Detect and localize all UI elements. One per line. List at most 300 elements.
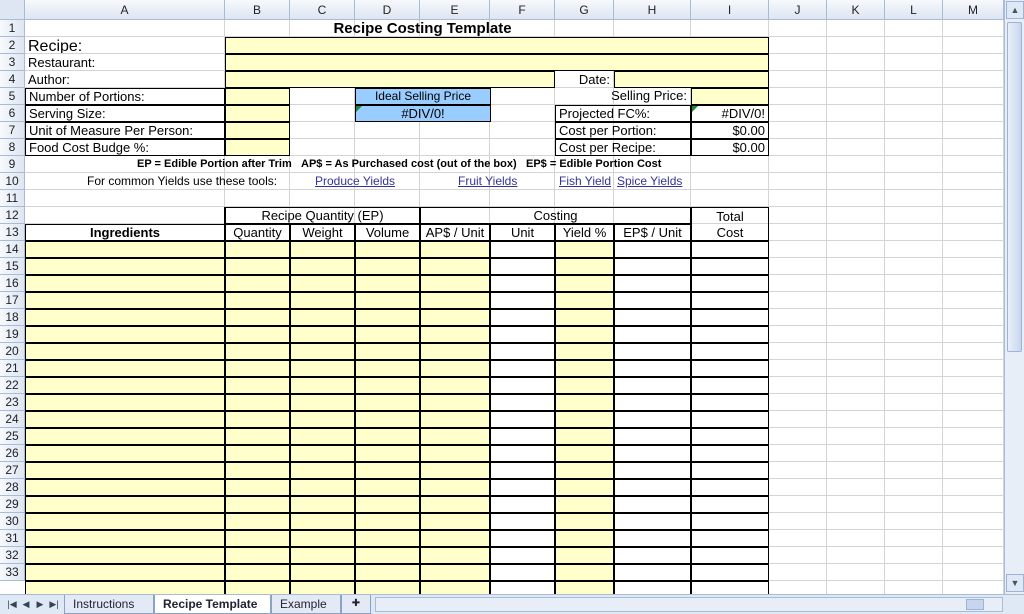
table-cell[interactable] bbox=[225, 258, 290, 275]
grid-cell[interactable] bbox=[885, 292, 943, 309]
row-header-17[interactable]: 17 bbox=[0, 292, 25, 309]
grid-cell[interactable] bbox=[769, 445, 827, 462]
table-cell[interactable] bbox=[290, 275, 355, 292]
table-cell[interactable] bbox=[555, 445, 614, 462]
table-cell[interactable] bbox=[420, 428, 490, 445]
grid-cell[interactable] bbox=[943, 241, 1004, 258]
scroll-up-icon[interactable]: ▲ bbox=[1006, 1, 1024, 19]
grid-cell[interactable] bbox=[355, 139, 420, 156]
table-cell[interactable] bbox=[290, 564, 355, 581]
grid-cell[interactable] bbox=[943, 190, 1004, 207]
grid-cell[interactable] bbox=[885, 122, 943, 139]
grid-cell[interactable] bbox=[290, 122, 355, 139]
table-cell[interactable] bbox=[691, 445, 769, 462]
table-cell[interactable] bbox=[490, 292, 555, 309]
grid-cell[interactable] bbox=[885, 360, 943, 377]
grid-cell[interactable] bbox=[25, 20, 225, 37]
table-cell[interactable] bbox=[225, 309, 290, 326]
tab-recipe-template[interactable]: Recipe Template bbox=[154, 595, 271, 614]
grid-cell[interactable] bbox=[885, 190, 943, 207]
grid-cell[interactable] bbox=[769, 207, 827, 224]
grid-cell[interactable] bbox=[885, 105, 943, 122]
column-header-j[interactable]: J bbox=[769, 0, 827, 20]
table-cell[interactable] bbox=[555, 241, 614, 258]
grid-cell[interactable] bbox=[490, 122, 555, 139]
table-cell[interactable] bbox=[555, 394, 614, 411]
grid-cell[interactable] bbox=[827, 88, 885, 105]
table-cell[interactable] bbox=[225, 241, 290, 258]
row-header-4[interactable]: 4 bbox=[0, 71, 25, 88]
table-cell[interactable] bbox=[614, 496, 691, 513]
grid-cell[interactable] bbox=[827, 71, 885, 88]
row-header-21[interactable]: 21 bbox=[0, 360, 25, 377]
grid-cell[interactable] bbox=[769, 309, 827, 326]
grid-cell[interactable] bbox=[769, 394, 827, 411]
grid-cell[interactable] bbox=[827, 394, 885, 411]
table-cell[interactable] bbox=[225, 445, 290, 462]
grid-cell[interactable] bbox=[943, 394, 1004, 411]
grid-cell[interactable] bbox=[943, 530, 1004, 547]
grid-cell[interactable] bbox=[885, 547, 943, 564]
table-cell[interactable] bbox=[691, 513, 769, 530]
grid-cell[interactable] bbox=[691, 20, 769, 37]
tab-example[interactable]: Example bbox=[271, 595, 341, 614]
table-cell[interactable] bbox=[614, 428, 691, 445]
table-cell[interactable] bbox=[290, 360, 355, 377]
table-cell[interactable] bbox=[691, 547, 769, 564]
table-cell[interactable] bbox=[25, 309, 225, 326]
grid-cell[interactable] bbox=[769, 343, 827, 360]
table-cell[interactable] bbox=[225, 275, 290, 292]
table-cell[interactable] bbox=[25, 326, 225, 343]
table-cell[interactable] bbox=[355, 343, 420, 360]
grid-cell[interactable] bbox=[885, 496, 943, 513]
grid-cell[interactable] bbox=[827, 241, 885, 258]
grid-cell[interactable] bbox=[943, 105, 1004, 122]
row-header-33[interactable]: 33 bbox=[0, 564, 25, 581]
row-header-30[interactable]: 30 bbox=[0, 513, 25, 530]
row-header-2[interactable]: 2 bbox=[0, 37, 25, 54]
grid-cell[interactable] bbox=[769, 258, 827, 275]
grid-cell[interactable] bbox=[943, 275, 1004, 292]
date-field[interactable] bbox=[614, 71, 769, 88]
grid-cell[interactable] bbox=[943, 20, 1004, 37]
table-cell[interactable] bbox=[290, 479, 355, 496]
column-header-l[interactable]: L bbox=[885, 0, 943, 20]
table-cell[interactable] bbox=[355, 292, 420, 309]
grid-cell[interactable] bbox=[885, 139, 943, 156]
table-cell[interactable] bbox=[355, 394, 420, 411]
table-cell[interactable] bbox=[614, 547, 691, 564]
grid-cell[interactable] bbox=[885, 343, 943, 360]
table-cell[interactable] bbox=[555, 326, 614, 343]
grid-cell[interactable] bbox=[290, 88, 355, 105]
table-cell[interactable] bbox=[490, 394, 555, 411]
table-cell[interactable] bbox=[490, 462, 555, 479]
table-cell[interactable] bbox=[225, 394, 290, 411]
row-header-22[interactable]: 22 bbox=[0, 377, 25, 394]
table-cell[interactable] bbox=[355, 411, 420, 428]
grid-cell[interactable] bbox=[769, 37, 827, 54]
grid-cell[interactable] bbox=[827, 496, 885, 513]
table-cell[interactable] bbox=[225, 479, 290, 496]
grid-cell[interactable] bbox=[827, 411, 885, 428]
grid-cell[interactable] bbox=[769, 105, 827, 122]
row-header-5[interactable]: 5 bbox=[0, 88, 25, 105]
grid-cell[interactable] bbox=[943, 156, 1004, 173]
grid-cell[interactable] bbox=[490, 105, 555, 122]
table-cell[interactable] bbox=[420, 309, 490, 326]
table-cell[interactable] bbox=[420, 462, 490, 479]
grid-cell[interactable] bbox=[885, 258, 943, 275]
grid-cell[interactable] bbox=[885, 462, 943, 479]
grid-cell[interactable] bbox=[943, 411, 1004, 428]
table-cell[interactable] bbox=[25, 343, 225, 360]
grid-cell[interactable] bbox=[943, 445, 1004, 462]
vertical-scroll-thumb[interactable] bbox=[1007, 22, 1022, 352]
table-cell[interactable] bbox=[691, 564, 769, 581]
last-sheet-icon[interactable]: ▶| bbox=[49, 599, 59, 609]
table-cell[interactable] bbox=[290, 547, 355, 564]
table-cell[interactable] bbox=[490, 258, 555, 275]
row-header-1[interactable]: 1 bbox=[0, 20, 25, 37]
grid-cell[interactable] bbox=[827, 156, 885, 173]
grid-cell[interactable] bbox=[885, 513, 943, 530]
grid-cell[interactable] bbox=[827, 224, 885, 241]
grid-cell[interactable] bbox=[943, 71, 1004, 88]
table-cell[interactable] bbox=[420, 479, 490, 496]
grid-cell[interactable] bbox=[490, 190, 555, 207]
table-cell[interactable] bbox=[614, 530, 691, 547]
produce-yields-link[interactable]: Produce Yields bbox=[315, 174, 396, 188]
grid-cell[interactable] bbox=[885, 377, 943, 394]
row-header-12[interactable]: 12 bbox=[0, 207, 25, 224]
table-cell[interactable] bbox=[290, 309, 355, 326]
table-cell[interactable] bbox=[614, 564, 691, 581]
grid-cell[interactable] bbox=[225, 190, 290, 207]
grid-cell[interactable] bbox=[885, 564, 943, 581]
table-cell[interactable] bbox=[420, 292, 490, 309]
table-cell[interactable] bbox=[614, 241, 691, 258]
insert-sheet-icon[interactable]: ✚ bbox=[341, 595, 371, 614]
grid-cell[interactable] bbox=[885, 394, 943, 411]
grid-cell[interactable] bbox=[691, 173, 769, 190]
column-header-i[interactable]: I bbox=[691, 0, 769, 20]
table-cell[interactable] bbox=[555, 530, 614, 547]
row-header-25[interactable]: 25 bbox=[0, 428, 25, 445]
spice-yields-link[interactable]: Spice Yields bbox=[617, 174, 683, 188]
column-header-b[interactable]: B bbox=[225, 0, 290, 20]
table-cell[interactable] bbox=[290, 241, 355, 258]
grid-cell[interactable] bbox=[827, 54, 885, 71]
prev-sheet-icon[interactable]: ◀ bbox=[22, 599, 30, 609]
table-cell[interactable] bbox=[355, 445, 420, 462]
table-cell[interactable] bbox=[420, 496, 490, 513]
table-cell[interactable] bbox=[614, 513, 691, 530]
grid-cell[interactable] bbox=[769, 20, 827, 37]
table-cell[interactable] bbox=[490, 445, 555, 462]
table-cell[interactable] bbox=[614, 326, 691, 343]
table-cell[interactable] bbox=[420, 343, 490, 360]
select-all-corner[interactable] bbox=[0, 0, 25, 20]
scroll-down-icon[interactable]: ▼ bbox=[1006, 574, 1024, 592]
grid-cell[interactable] bbox=[420, 190, 490, 207]
table-cell[interactable] bbox=[691, 496, 769, 513]
table-cell[interactable] bbox=[290, 343, 355, 360]
grid-cell[interactable] bbox=[885, 156, 943, 173]
table-cell[interactable] bbox=[420, 513, 490, 530]
table-cell[interactable] bbox=[355, 564, 420, 581]
grid-cell[interactable] bbox=[769, 156, 827, 173]
table-cell[interactable] bbox=[691, 292, 769, 309]
grid-cell[interactable] bbox=[885, 224, 943, 241]
table-cell[interactable] bbox=[691, 428, 769, 445]
grid-cell[interactable] bbox=[943, 54, 1004, 71]
grid-cell[interactable] bbox=[943, 292, 1004, 309]
tab-instructions[interactable]: Instructions bbox=[64, 595, 154, 614]
table-cell[interactable] bbox=[420, 394, 490, 411]
grid-cell[interactable] bbox=[614, 20, 691, 37]
table-cell[interactable] bbox=[555, 462, 614, 479]
column-header-m[interactable]: M bbox=[943, 0, 1004, 20]
table-cell[interactable] bbox=[25, 377, 225, 394]
table-cell[interactable] bbox=[691, 479, 769, 496]
table-cell[interactable] bbox=[691, 377, 769, 394]
table-cell[interactable] bbox=[555, 258, 614, 275]
table-cell[interactable] bbox=[614, 275, 691, 292]
grid-cell[interactable] bbox=[827, 377, 885, 394]
grid-cell[interactable] bbox=[827, 292, 885, 309]
grid-cell[interactable] bbox=[769, 88, 827, 105]
table-cell[interactable] bbox=[225, 564, 290, 581]
grid-cell[interactable] bbox=[885, 309, 943, 326]
grid-cell[interactable] bbox=[827, 309, 885, 326]
grid-cell[interactable] bbox=[885, 275, 943, 292]
grid-cell[interactable] bbox=[420, 139, 490, 156]
grid-cell[interactable] bbox=[943, 564, 1004, 581]
table-cell[interactable] bbox=[290, 513, 355, 530]
grid-cell[interactable] bbox=[420, 122, 490, 139]
table-cell[interactable] bbox=[225, 326, 290, 343]
grid-cell[interactable] bbox=[769, 547, 827, 564]
row-header-3[interactable]: 3 bbox=[0, 54, 25, 71]
grid-cell[interactable] bbox=[943, 224, 1004, 241]
table-cell[interactable] bbox=[490, 309, 555, 326]
table-cell[interactable] bbox=[355, 360, 420, 377]
table-cell[interactable] bbox=[490, 513, 555, 530]
row-header-16[interactable]: 16 bbox=[0, 275, 25, 292]
table-cell[interactable] bbox=[614, 343, 691, 360]
grid-cell[interactable] bbox=[827, 173, 885, 190]
table-cell[interactable] bbox=[225, 292, 290, 309]
table-cell[interactable] bbox=[25, 275, 225, 292]
table-cell[interactable] bbox=[691, 394, 769, 411]
grid-cell[interactable] bbox=[827, 547, 885, 564]
grid-cell[interactable] bbox=[943, 326, 1004, 343]
grid-cell[interactable] bbox=[885, 37, 943, 54]
grid-cell[interactable] bbox=[769, 360, 827, 377]
table-cell[interactable] bbox=[355, 428, 420, 445]
grid-cell[interactable] bbox=[769, 462, 827, 479]
horizontal-scroll-thumb[interactable] bbox=[966, 599, 984, 610]
grid-cell[interactable] bbox=[943, 428, 1004, 445]
table-cell[interactable] bbox=[490, 241, 555, 258]
grid-cell[interactable] bbox=[555, 190, 614, 207]
table-cell[interactable] bbox=[355, 462, 420, 479]
table-cell[interactable] bbox=[355, 309, 420, 326]
table-cell[interactable] bbox=[290, 530, 355, 547]
table-cell[interactable] bbox=[225, 513, 290, 530]
table-cell[interactable] bbox=[355, 258, 420, 275]
grid-cell[interactable] bbox=[885, 207, 943, 224]
grid-cell[interactable] bbox=[769, 513, 827, 530]
grid-cell[interactable] bbox=[769, 292, 827, 309]
row-header-13[interactable]: 13 bbox=[0, 224, 25, 241]
first-sheet-icon[interactable]: |◀ bbox=[7, 599, 17, 609]
table-cell[interactable] bbox=[25, 547, 225, 564]
grid-cell[interactable] bbox=[885, 173, 943, 190]
table-cell[interactable] bbox=[290, 496, 355, 513]
table-cell[interactable] bbox=[355, 530, 420, 547]
grid-cell[interactable] bbox=[25, 207, 225, 224]
grid-cell[interactable] bbox=[614, 190, 691, 207]
grid-cell[interactable] bbox=[943, 139, 1004, 156]
table-cell[interactable] bbox=[691, 309, 769, 326]
table-cell[interactable] bbox=[25, 445, 225, 462]
field-serving-size[interactable] bbox=[225, 105, 290, 122]
row-header-15[interactable]: 15 bbox=[0, 258, 25, 275]
grid-cell[interactable] bbox=[943, 173, 1004, 190]
field-unit-measure[interactable] bbox=[225, 122, 290, 139]
grid-cell[interactable] bbox=[827, 479, 885, 496]
grid-cell[interactable] bbox=[885, 326, 943, 343]
table-cell[interactable] bbox=[25, 394, 225, 411]
row-header-28[interactable]: 28 bbox=[0, 479, 25, 496]
row-header-10[interactable]: 10 bbox=[0, 173, 25, 190]
table-cell[interactable] bbox=[614, 394, 691, 411]
grid-cell[interactable] bbox=[885, 445, 943, 462]
grid-cell[interactable] bbox=[943, 88, 1004, 105]
grid-cell[interactable] bbox=[769, 241, 827, 258]
table-cell[interactable] bbox=[355, 241, 420, 258]
table-cell[interactable] bbox=[691, 360, 769, 377]
grid-cell[interactable] bbox=[943, 37, 1004, 54]
grid-cell[interactable] bbox=[827, 190, 885, 207]
table-cell[interactable] bbox=[355, 377, 420, 394]
grid-cell[interactable] bbox=[827, 343, 885, 360]
fish-yield-link[interactable]: Fish Yield bbox=[559, 174, 612, 188]
grid-cell[interactable] bbox=[943, 547, 1004, 564]
table-cell[interactable] bbox=[225, 428, 290, 445]
table-cell[interactable] bbox=[490, 496, 555, 513]
table-cell[interactable] bbox=[355, 513, 420, 530]
table-cell[interactable] bbox=[555, 411, 614, 428]
table-cell[interactable] bbox=[614, 462, 691, 479]
table-cell[interactable] bbox=[290, 292, 355, 309]
table-cell[interactable] bbox=[25, 564, 225, 581]
row-header-32[interactable]: 32 bbox=[0, 547, 25, 564]
column-header-a[interactable]: A bbox=[25, 0, 225, 20]
column-header-f[interactable]: F bbox=[490, 0, 555, 20]
grid-cell[interactable] bbox=[943, 207, 1004, 224]
table-cell[interactable] bbox=[691, 462, 769, 479]
table-cell[interactable] bbox=[614, 445, 691, 462]
grid-cell[interactable] bbox=[490, 88, 555, 105]
row-header-8[interactable]: 8 bbox=[0, 139, 25, 156]
grid-cell[interactable] bbox=[290, 139, 355, 156]
row-header-19[interactable]: 19 bbox=[0, 326, 25, 343]
table-cell[interactable] bbox=[420, 258, 490, 275]
grid-cell[interactable] bbox=[290, 105, 355, 122]
table-cell[interactable] bbox=[490, 547, 555, 564]
table-cell[interactable] bbox=[420, 326, 490, 343]
table-cell[interactable] bbox=[355, 275, 420, 292]
horizontal-scrollbar[interactable] bbox=[375, 597, 1003, 612]
vertical-scrollbar[interactable] bbox=[1004, 0, 1024, 594]
column-header-h[interactable]: H bbox=[614, 0, 691, 20]
grid-cell[interactable] bbox=[827, 360, 885, 377]
grid-cell[interactable] bbox=[769, 139, 827, 156]
table-cell[interactable] bbox=[355, 496, 420, 513]
grid-cell[interactable] bbox=[885, 241, 943, 258]
table-cell[interactable] bbox=[555, 309, 614, 326]
table-cell[interactable] bbox=[225, 377, 290, 394]
grid-cell[interactable] bbox=[691, 190, 769, 207]
grid-cell[interactable] bbox=[769, 428, 827, 445]
grid-cell[interactable] bbox=[355, 122, 420, 139]
table-cell[interactable] bbox=[555, 547, 614, 564]
table-cell[interactable] bbox=[25, 479, 225, 496]
grid-cell[interactable] bbox=[943, 377, 1004, 394]
table-cell[interactable] bbox=[555, 275, 614, 292]
recipe-field[interactable] bbox=[225, 37, 769, 54]
next-sheet-icon[interactable]: ▶ bbox=[36, 599, 44, 609]
grid-cell[interactable] bbox=[827, 462, 885, 479]
table-cell[interactable] bbox=[490, 530, 555, 547]
grid-cell[interactable] bbox=[225, 20, 290, 37]
grid-cell[interactable] bbox=[885, 71, 943, 88]
grid-cell[interactable] bbox=[555, 20, 614, 37]
row-header-14[interactable]: 14 bbox=[0, 241, 25, 258]
grid-cell[interactable] bbox=[290, 190, 355, 207]
grid-cell[interactable] bbox=[827, 275, 885, 292]
table-cell[interactable] bbox=[614, 479, 691, 496]
grid-cell[interactable] bbox=[885, 530, 943, 547]
selling-price-field[interactable] bbox=[691, 88, 769, 105]
grid-cell[interactable] bbox=[769, 224, 827, 241]
grid-cell[interactable] bbox=[769, 71, 827, 88]
grid-cell[interactable] bbox=[769, 377, 827, 394]
row-header-24[interactable]: 24 bbox=[0, 411, 25, 428]
grid-cell[interactable] bbox=[769, 326, 827, 343]
table-cell[interactable] bbox=[290, 428, 355, 445]
table-cell[interactable] bbox=[25, 292, 225, 309]
table-cell[interactable] bbox=[420, 530, 490, 547]
grid-cell[interactable] bbox=[885, 428, 943, 445]
grid-cell[interactable] bbox=[827, 513, 885, 530]
grid-cell[interactable] bbox=[827, 20, 885, 37]
row-header-20[interactable]: 20 bbox=[0, 343, 25, 360]
grid-cell[interactable] bbox=[943, 479, 1004, 496]
table-cell[interactable] bbox=[420, 275, 490, 292]
table-cell[interactable] bbox=[691, 411, 769, 428]
row-header-27[interactable]: 27 bbox=[0, 462, 25, 479]
table-cell[interactable] bbox=[555, 428, 614, 445]
row-header-6[interactable]: 6 bbox=[0, 105, 25, 122]
table-cell[interactable] bbox=[25, 530, 225, 547]
table-cell[interactable] bbox=[490, 377, 555, 394]
table-cell[interactable] bbox=[225, 462, 290, 479]
